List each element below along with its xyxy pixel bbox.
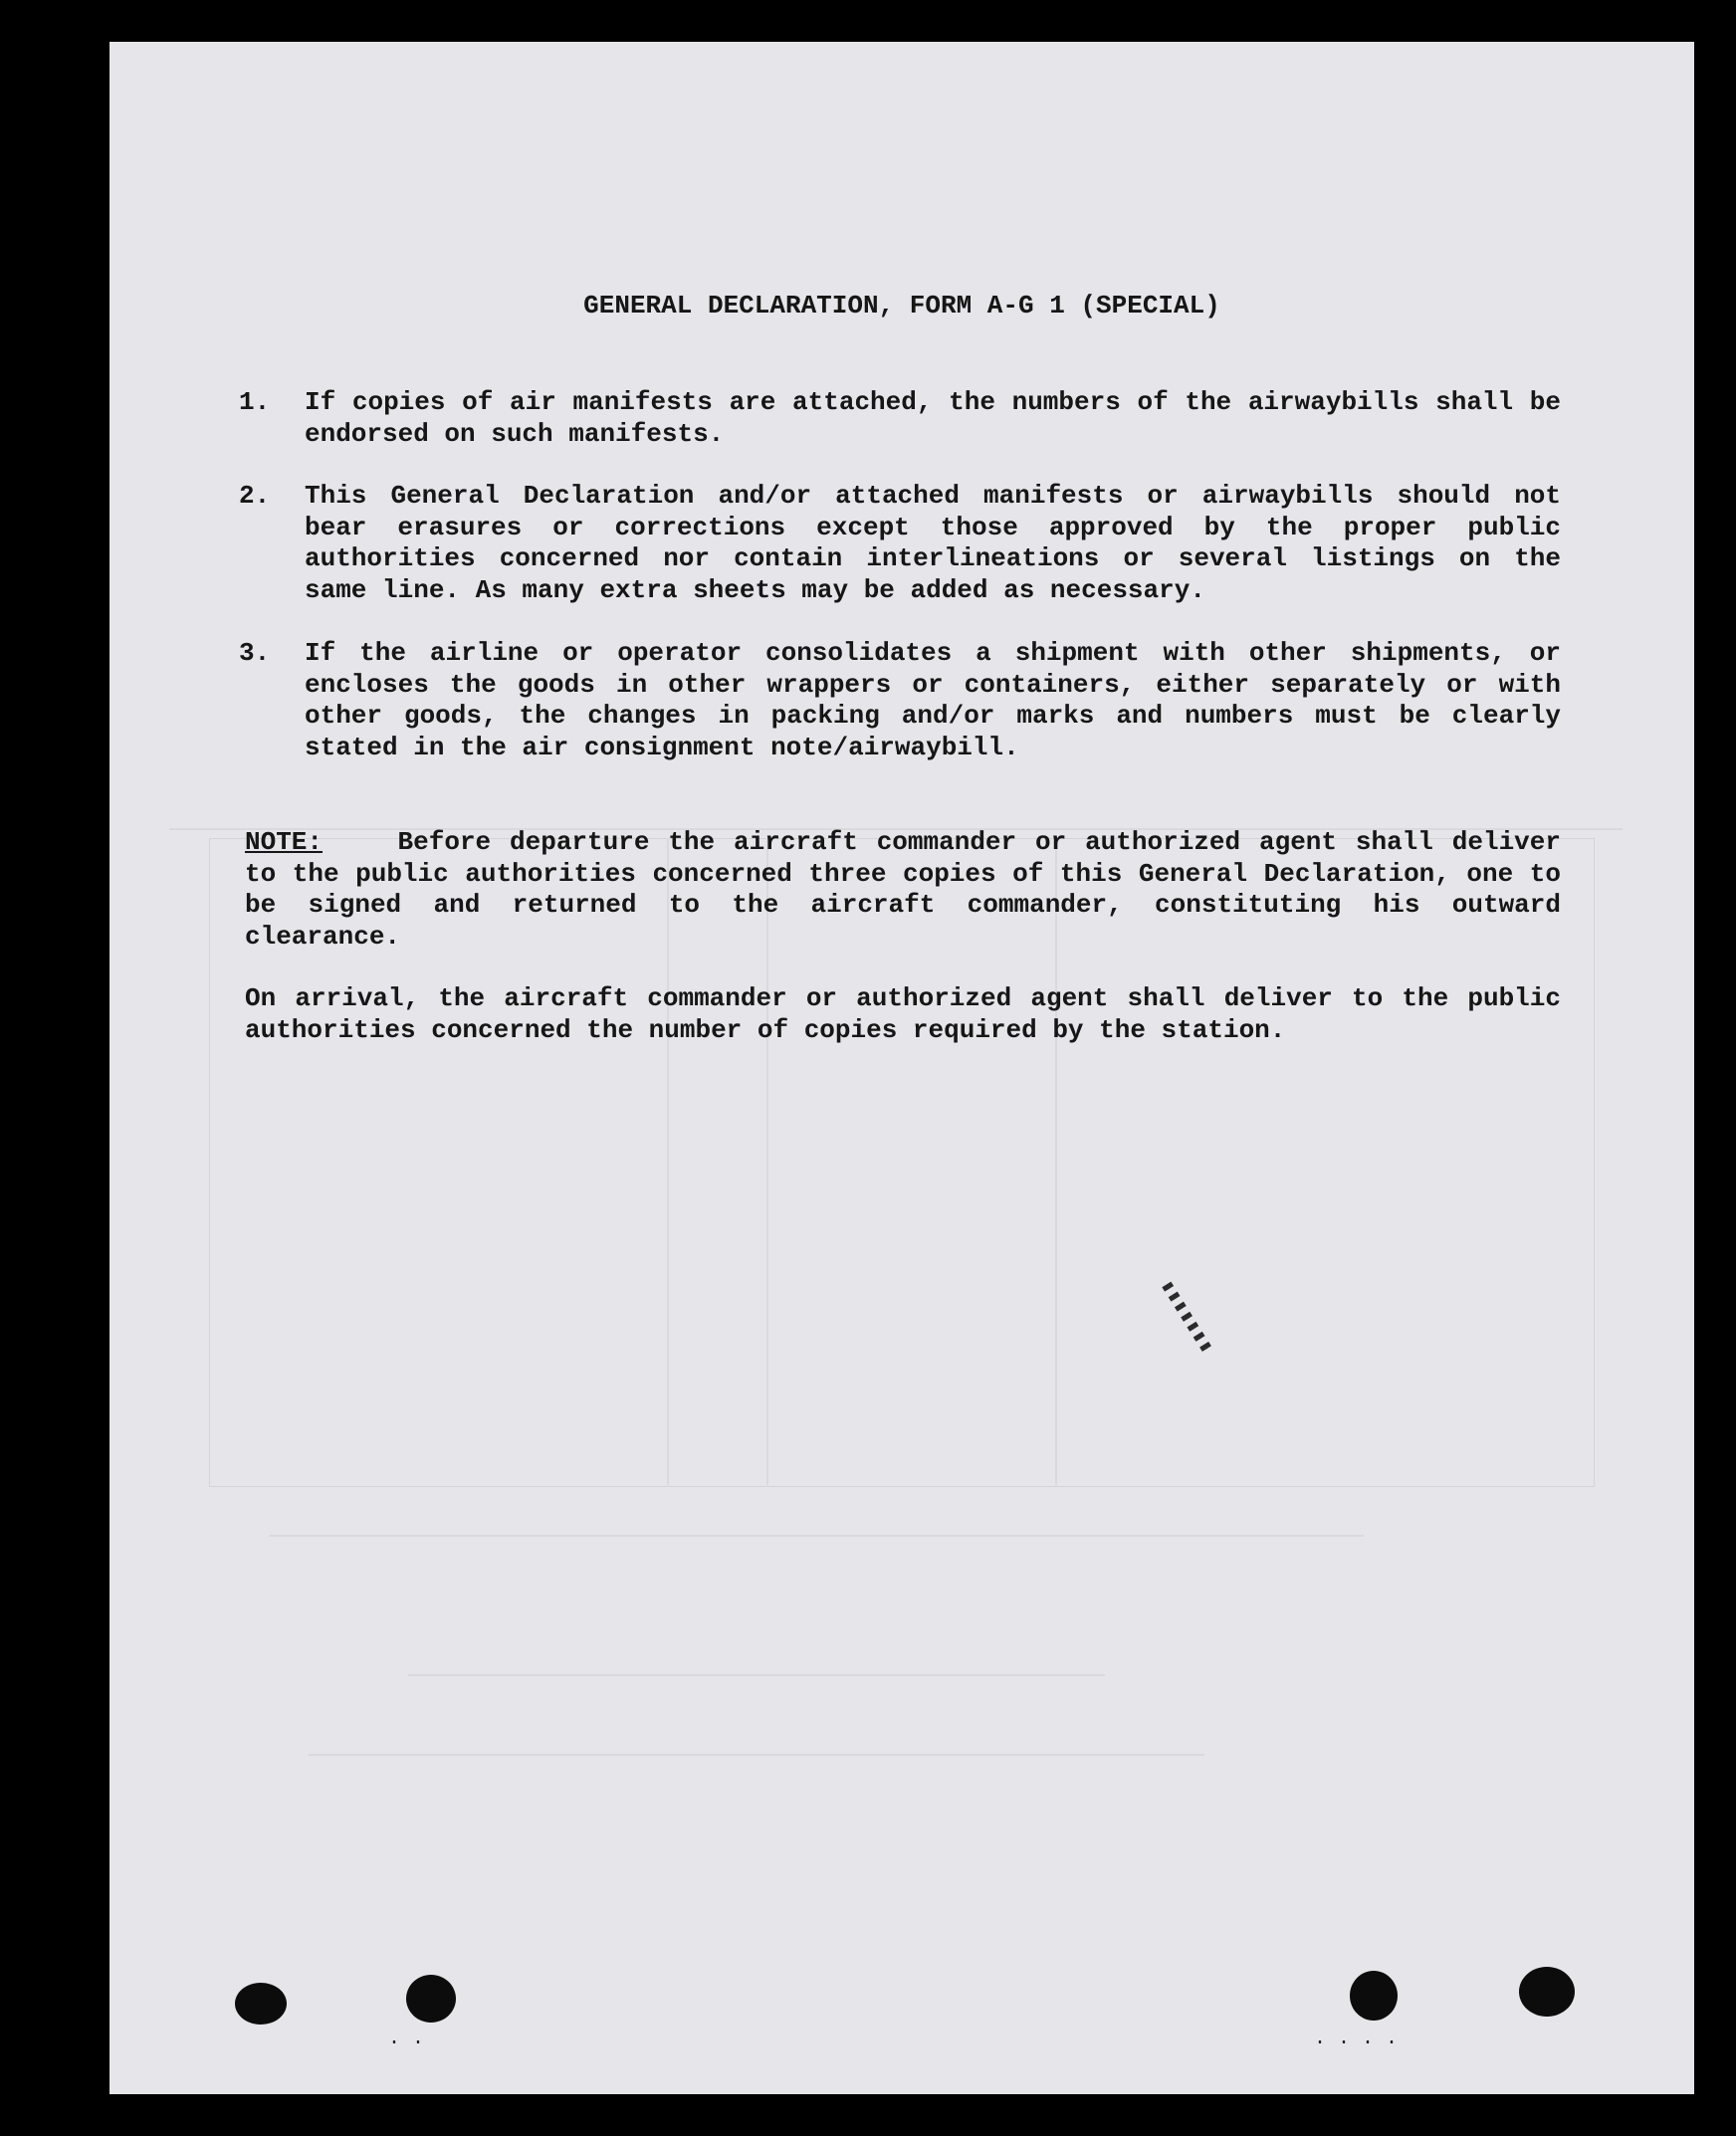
item-number: 3. bbox=[239, 638, 271, 668]
item-number: 1. bbox=[239, 387, 271, 417]
document-page bbox=[109, 42, 1694, 2094]
show-through-rule bbox=[309, 1754, 1204, 1756]
punch-hole bbox=[1350, 1971, 1398, 2021]
note-label: NOTE: bbox=[245, 827, 324, 857]
item-text: If the airline or operator consolidates a shipment with other shipments, or encloses the goods in other wrappers or containers, either separately or with other goods, the changes in packing and/or marks and numbers must be clearly stated in the air consignment note/airwaybill. bbox=[305, 638, 1561, 762]
show-through-rule bbox=[269, 1535, 1364, 1537]
punch-debris: . . bbox=[388, 2028, 425, 2050]
document-title: GENERAL DECLARATION, FORM A-G 1 (SPECIAL) bbox=[583, 291, 1220, 320]
punch-hole bbox=[235, 1983, 287, 2025]
punch-debris: . . . . bbox=[1314, 2028, 1399, 2050]
show-through-rule bbox=[408, 1674, 1105, 1676]
note-text: Before departure the aircraft commander or authorized agent shall deliver to the public authorities concerned three copies of this General Declaration, one to be signed and returned to the aircraft commander, constituting his outward clearance. bbox=[245, 827, 1561, 952]
note-paragraph bbox=[245, 827, 1561, 953]
punch-hole bbox=[1519, 1967, 1575, 2017]
item-text: If copies of air manifests are attached, the numbers of the airwaybills shall be endorsed on such manifests. bbox=[305, 387, 1561, 449]
arrival-paragraph: On arrival, the aircraft commander or authorized agent shall deliver to the public authorities concerned the number of copies required by the station. bbox=[245, 983, 1561, 1045]
item-number: 2. bbox=[239, 481, 271, 511]
stamp-mark: ▮▮▮▮▮▮▮ bbox=[1156, 1277, 1217, 1358]
item-text: This General Declaration and/or attached manifests or airwaybills should not bear erasures or corrections except those approved by the proper public authorities concerned nor contain interlineations or several listings on the same line. As many extra sheets may be added as necessary. bbox=[305, 481, 1561, 605]
punch-hole bbox=[406, 1975, 456, 2023]
